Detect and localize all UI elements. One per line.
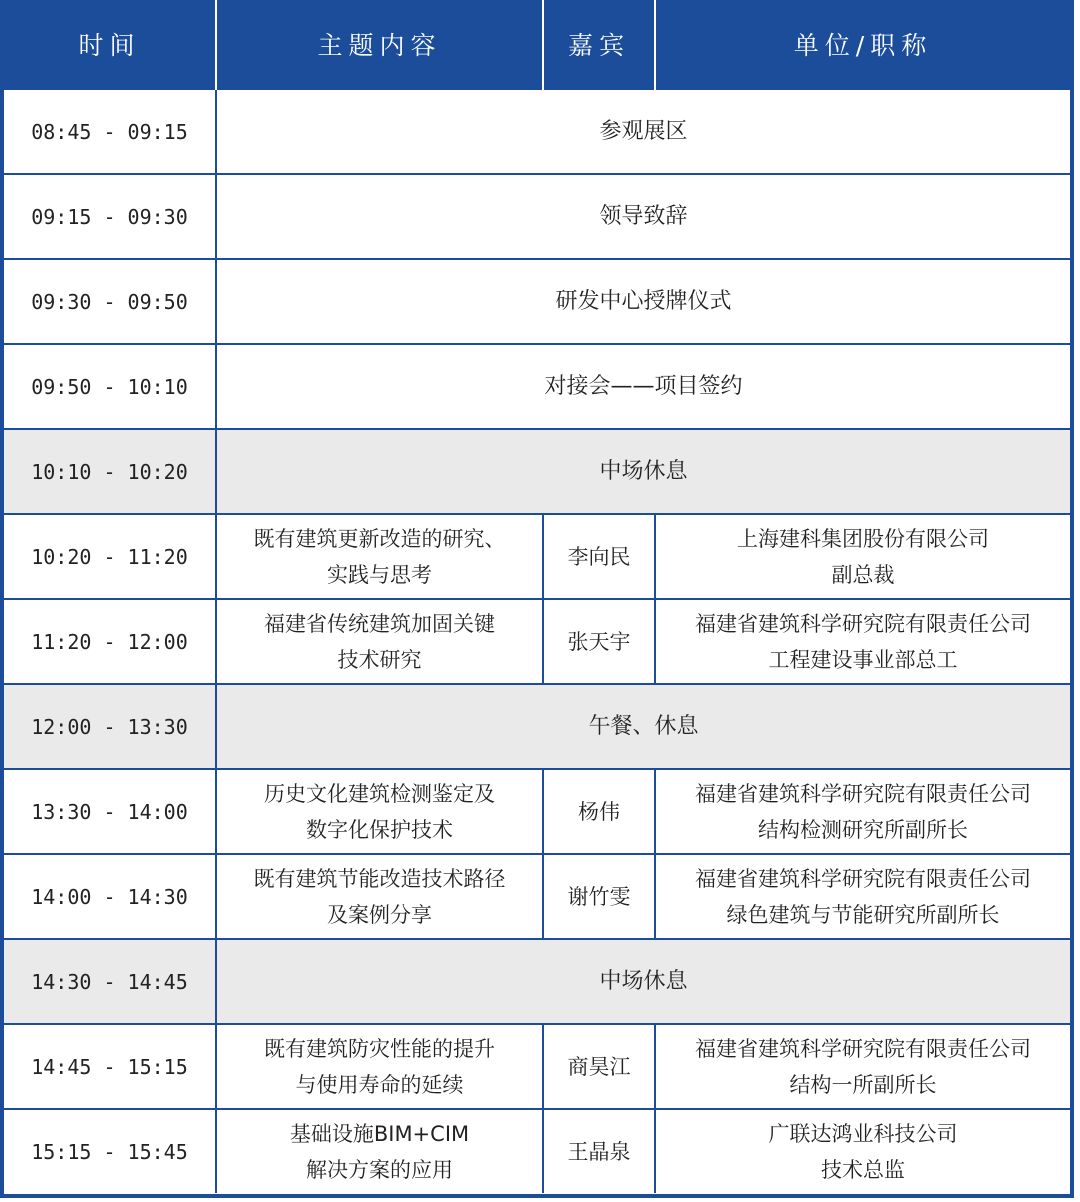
org-line: 广联达鸿业科技公司 — [768, 1121, 958, 1146]
row-title: 午餐、休息 — [216, 684, 1070, 769]
org-line: 技术总监 — [821, 1157, 905, 1182]
row-topic — [216, 599, 543, 684]
org-line: 上海建科集团股份有限公司 — [737, 526, 989, 551]
row-speaker: 王晶泉 — [543, 1109, 655, 1193]
topic-line: 与使用寿命的延续 — [295, 1072, 464, 1097]
row-title: 参观展区 — [216, 89, 1070, 174]
table-header — [4, 0, 1070, 89]
row-time: 12:00 - 13:30 — [4, 684, 216, 769]
row-time: 13:30 - 14:00 — [4, 769, 216, 854]
row-time: 15:15 - 15:45 — [4, 1109, 216, 1193]
table-row — [4, 769, 1070, 854]
row-org — [655, 1109, 1070, 1193]
topic-line: 既有建筑防灾性能的提升 — [264, 1036, 495, 1061]
table-row — [4, 854, 1070, 939]
topic-line: 实践与思考 — [327, 562, 432, 587]
topic-line: 既有建筑节能改造技术路径 — [253, 866, 506, 891]
header-speaker: 嘉宾 — [543, 0, 655, 89]
row-title: 研发中心授牌仪式 — [216, 259, 1070, 344]
org-line: 工程建设事业部总工 — [768, 647, 958, 672]
schedule-table — [4, 0, 1070, 1193]
row-org — [655, 514, 1070, 599]
row-title: 中场休息 — [216, 429, 1070, 514]
topic-line: 基础设施BIM+CIM — [289, 1121, 470, 1146]
row-org — [655, 1024, 1070, 1109]
topic-line: 及案例分享 — [327, 902, 432, 927]
row-time: 11:20 - 12:00 — [4, 599, 216, 684]
topic-line: 数字化保护技术 — [306, 817, 453, 842]
table-row — [4, 1024, 1070, 1109]
row-time: 14:45 - 15:15 — [4, 1024, 216, 1109]
row-time: 09:15 - 09:30 — [4, 174, 216, 259]
row-topic — [216, 769, 543, 854]
table-row — [4, 259, 1070, 344]
row-time: 10:20 - 11:20 — [4, 514, 216, 599]
table-row — [4, 1109, 1070, 1193]
row-topic — [216, 1109, 543, 1193]
row-time: 14:30 - 14:45 — [4, 939, 216, 1024]
row-time: 14:00 - 14:30 — [4, 854, 216, 939]
table-row — [4, 599, 1070, 684]
table-row — [4, 174, 1070, 259]
org-line: 福建省建筑科学研究院有限责任公司 — [695, 1036, 1031, 1061]
break-row — [4, 939, 1070, 1024]
row-time: 09:50 - 10:10 — [4, 344, 216, 429]
topic-line: 福建省传统建筑加固关键 — [264, 611, 495, 636]
topic-line: 既有建筑更新改造的研究、 — [253, 526, 506, 551]
row-org — [655, 599, 1070, 684]
row-title: 中场休息 — [216, 939, 1070, 1024]
topic-line: 技术研究 — [337, 647, 422, 672]
org-line: 结构检测研究所副所长 — [758, 817, 968, 842]
org-line: 结构一所副所长 — [789, 1072, 937, 1097]
table-body — [4, 89, 1070, 1193]
org-line: 绿色建筑与节能研究所副所长 — [726, 902, 1000, 927]
topic-line: 解决方案的应用 — [306, 1157, 453, 1182]
row-speaker: 张天宇 — [543, 599, 655, 684]
row-time: 10:10 - 10:20 — [4, 429, 216, 514]
break-row — [4, 684, 1070, 769]
org-line: 福建省建筑科学研究院有限责任公司 — [695, 866, 1031, 891]
org-line: 福建省建筑科学研究院有限责任公司 — [695, 611, 1031, 636]
header-time: 时间 — [4, 0, 216, 89]
row-title: 对接会——项目签约 — [216, 344, 1070, 429]
row-speaker: 谢竹雯 — [543, 854, 655, 939]
row-topic — [216, 854, 543, 939]
topic-line: 历史文化建筑检测鉴定及 — [264, 781, 495, 806]
row-topic — [216, 514, 543, 599]
row-org — [655, 769, 1070, 854]
row-speaker: 杨伟 — [543, 769, 655, 854]
row-speaker: 商昊江 — [543, 1024, 655, 1109]
row-title: 领导致辞 — [216, 174, 1070, 259]
break-row — [4, 429, 1070, 514]
header-row — [4, 0, 1070, 89]
row-speaker: 李向民 — [543, 514, 655, 599]
table-row — [4, 344, 1070, 429]
table-row — [4, 514, 1070, 599]
table-row — [4, 89, 1070, 174]
org-line: 副总裁 — [831, 562, 895, 587]
header-topic: 主题内容 — [216, 0, 543, 89]
row-time: 09:30 - 09:50 — [4, 259, 216, 344]
org-line: 福建省建筑科学研究院有限责任公司 — [695, 781, 1031, 806]
row-org — [655, 854, 1070, 939]
row-time: 08:45 - 09:15 — [4, 89, 216, 174]
row-topic — [216, 1024, 543, 1109]
header-org: 单位/职称 — [655, 0, 1070, 89]
